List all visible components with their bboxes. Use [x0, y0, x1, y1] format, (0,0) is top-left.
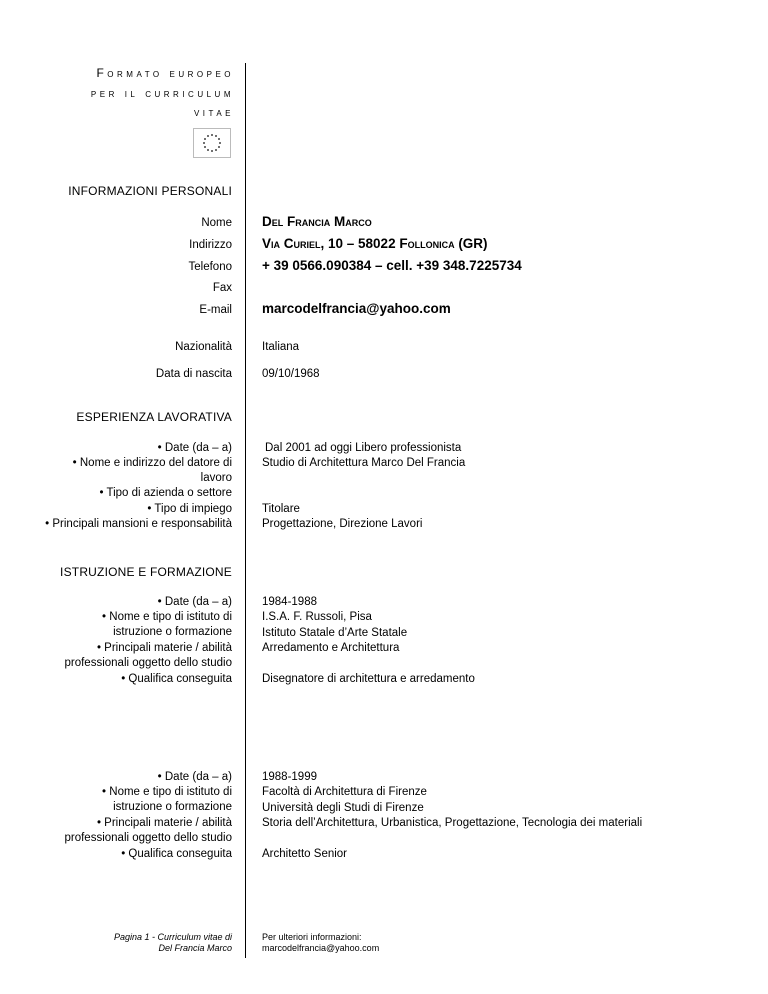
edu2-subjects: Storia dell’Architettura, Urbanistica, Progettazione, Tecnologia dei materiali: [262, 817, 643, 829]
work-duties: Progettazione, Direzione Lavori: [262, 518, 423, 530]
footer-contact-email: marcodelfrancia@yahoo.com: [262, 943, 380, 953]
edu1-label-subjects: • Principali materie / abilità professionali oggetto dello studio: [64, 642, 232, 669]
fax-label: Fax: [212, 282, 232, 294]
address-label: Indirizzo: [189, 239, 232, 251]
birth-value: 09/10/1968: [262, 368, 320, 380]
name-value: Del Francia Marco: [262, 214, 372, 229]
edu2-institute-type: Università degli Studi di Firenze: [262, 802, 424, 814]
work-role: Titolare: [262, 503, 300, 515]
edu2-label-qualification: • Qualifica conseguita: [121, 848, 232, 860]
work-label-dates: • Date (da – a): [157, 442, 232, 454]
edu2-institute-name: Facoltà di Architettura di Firenze: [262, 786, 427, 798]
work-label-employer: • Nome e indirizzo del datore di lavoro: [72, 457, 232, 484]
edu1-dates: 1984-1988: [262, 596, 317, 608]
edu1-label-dates: • Date (da – a): [157, 596, 232, 608]
edu2-dates: 1988-1999: [262, 771, 317, 783]
name-label: Nome: [201, 217, 232, 229]
work-label-sector: • Tipo di azienda o settore: [99, 487, 232, 499]
cv-title-line-2: per il curriculum: [90, 86, 234, 100]
edu2-label-institute: • Nome e tipo di istituto di istruzione o formazione: [102, 786, 232, 813]
footer-page-line-2: Del Francia Marco: [158, 943, 232, 953]
cv-title-line-1: Formato europeo: [96, 66, 234, 80]
edu1-qualification: Disegnatore di architettura e arredamento: [262, 673, 475, 685]
section-title-personal: INFORMAZIONI PERSONALI: [68, 184, 232, 198]
edu1-subjects: Arredamento e Architettura: [262, 642, 400, 654]
phone-value: + 39 0566.090384 – cell. +39 348.7225734: [262, 258, 522, 273]
footer-page-line-1: Pagina 1 - Curriculum vitae di: [113, 932, 232, 942]
edu1-label-qualification: • Qualifica conseguita: [121, 673, 232, 685]
nationality-value: Italiana: [262, 341, 300, 353]
address-value: Via Curiel, 10 – 58022 Follonica (GR): [262, 236, 488, 251]
section-title-work: ESPERIENZA LAVORATIVA: [76, 410, 232, 424]
edu1-institute-type: Istituto Statale d’Arte Statale: [262, 627, 408, 639]
phone-label: Telefono: [188, 261, 232, 273]
edu2-label-subjects: • Principali materie / abilità professionali oggetto dello studio: [64, 817, 232, 844]
section-title-education: ISTRUZIONE E FORMAZIONE: [60, 565, 232, 579]
birth-label: Data di nascita: [155, 368, 232, 380]
work-label-duties: • Principali mansioni e responsabilità: [45, 518, 232, 530]
work-employer: Studio di Architettura Marco Del Francia: [262, 457, 466, 469]
edu2-label-dates: • Date (da – a): [157, 771, 232, 783]
footer-contact-info: [262, 932, 379, 954]
email-value: marcodelfrancia@yahoo.com: [262, 301, 451, 316]
edu1-institute-name: I.S.A. F. Russoli, Pisa: [262, 611, 372, 623]
footer-page-info: [114, 932, 232, 954]
edu2-qualification: Architetto Senior: [262, 848, 348, 860]
edu1-label-institute: • Nome e tipo di istituto di istruzione o formazione: [102, 611, 232, 638]
email-label: E-mail: [199, 304, 232, 316]
column-divider: [245, 63, 246, 958]
footer-contact-line-1: Per ulteriori informazioni:: [262, 932, 362, 942]
work-label-job-type: • Tipo di impiego: [147, 503, 232, 515]
work-dates: Dal 2001 ad oggi Libero professionista: [265, 442, 462, 454]
eu-flag-icon: [193, 128, 231, 158]
cv-title-line-3: vitae: [193, 105, 234, 119]
nationality-label: Nazionalità: [175, 341, 232, 353]
